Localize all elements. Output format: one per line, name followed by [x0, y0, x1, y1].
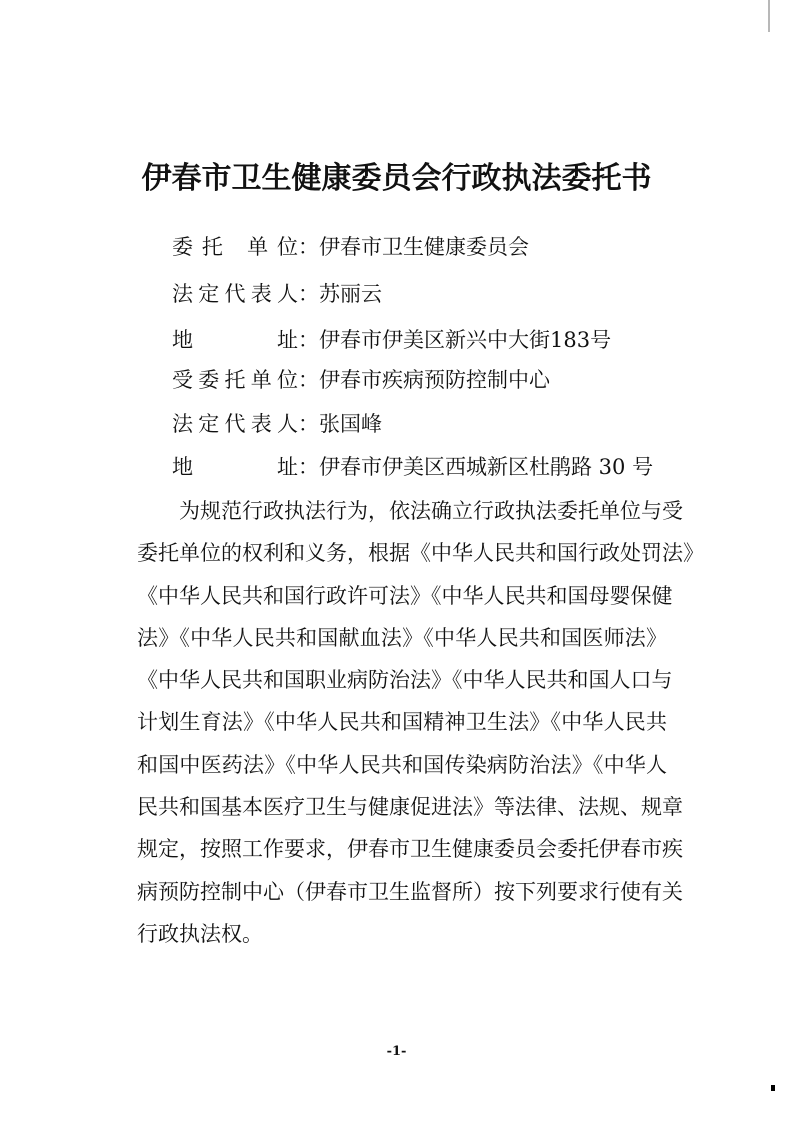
field-value: 伊春市伊美区西城新区杜鹃路 30 号	[319, 455, 654, 479]
field-colon: ：	[298, 282, 319, 306]
field-entrusting-legal-rep	[172, 276, 382, 312]
field-label: 法定代表人	[172, 412, 298, 436]
body-line: 委托单位的权利和义务，根据《中华人民共和国行政处罚法》	[137, 541, 704, 566]
field-value: 张国峰	[319, 412, 382, 436]
field-colon: ：	[298, 235, 319, 259]
body-line: 民共和国基本医疗卫生与健康促进法》等法律、法规、规章	[137, 795, 683, 820]
body-paragraph	[137, 490, 704, 955]
field-entrusted-unit	[172, 362, 550, 398]
document-title: 伊春市卫生健康委员会行政执法委托书	[141, 161, 652, 197]
field-colon: ：	[298, 455, 319, 479]
page-number: -1-	[386, 1044, 407, 1059]
field-label: 地 址	[172, 328, 298, 352]
field-entrusted-address	[172, 449, 653, 485]
body-line: 计划生育法》《中华人民共和国精神卫生法》《中华人民共	[137, 710, 667, 735]
field-value: 苏丽云	[319, 282, 382, 306]
body-line: 规定，按照工作要求，伊春市卫生健康委员会委托伊春市疾	[137, 837, 683, 862]
field-entrusted-legal-rep	[172, 406, 382, 442]
scan-edge-mark	[768, 0, 770, 32]
field-value: 伊春市疾病预防控制中心	[319, 368, 550, 392]
field-entrusting-address	[172, 322, 611, 358]
body-line: 《中华人民共和国职业病防治法》《中华人民共和国人口与	[137, 668, 673, 693]
field-value: 伊春市卫生健康委员会	[319, 235, 529, 259]
body-line: 为规范行政执法行为，依法确立行政执法委托单位与受	[179, 499, 683, 523]
body-line: 行政执法权。	[137, 921, 263, 946]
field-label: 地 址	[172, 455, 298, 479]
field-colon: ：	[298, 368, 319, 392]
scan-artifact-dot	[771, 1085, 775, 1091]
field-label: 法定代表人	[172, 282, 298, 306]
body-line: 病预防控制中心（伊春市卫生监督所）按下列要求行使有关	[137, 879, 683, 904]
field-label: 委托 单位	[172, 235, 298, 259]
field-label: 受委托单位	[172, 368, 298, 392]
body-line: 《中华人民共和国行政许可法》《中华人民共和国母婴保健	[137, 583, 673, 608]
field-value: 伊春市伊美区新兴中大街183号	[319, 328, 612, 352]
field-colon: ：	[298, 412, 319, 436]
body-line: 法》《中华人民共和国献血法》《中华人民共和国医师法》	[137, 625, 667, 650]
field-colon: ：	[298, 328, 319, 352]
body-line: 和国中医药法》《中华人民共和国传染病防治法》《中华人	[137, 752, 667, 777]
field-entrusting-unit	[172, 229, 529, 265]
